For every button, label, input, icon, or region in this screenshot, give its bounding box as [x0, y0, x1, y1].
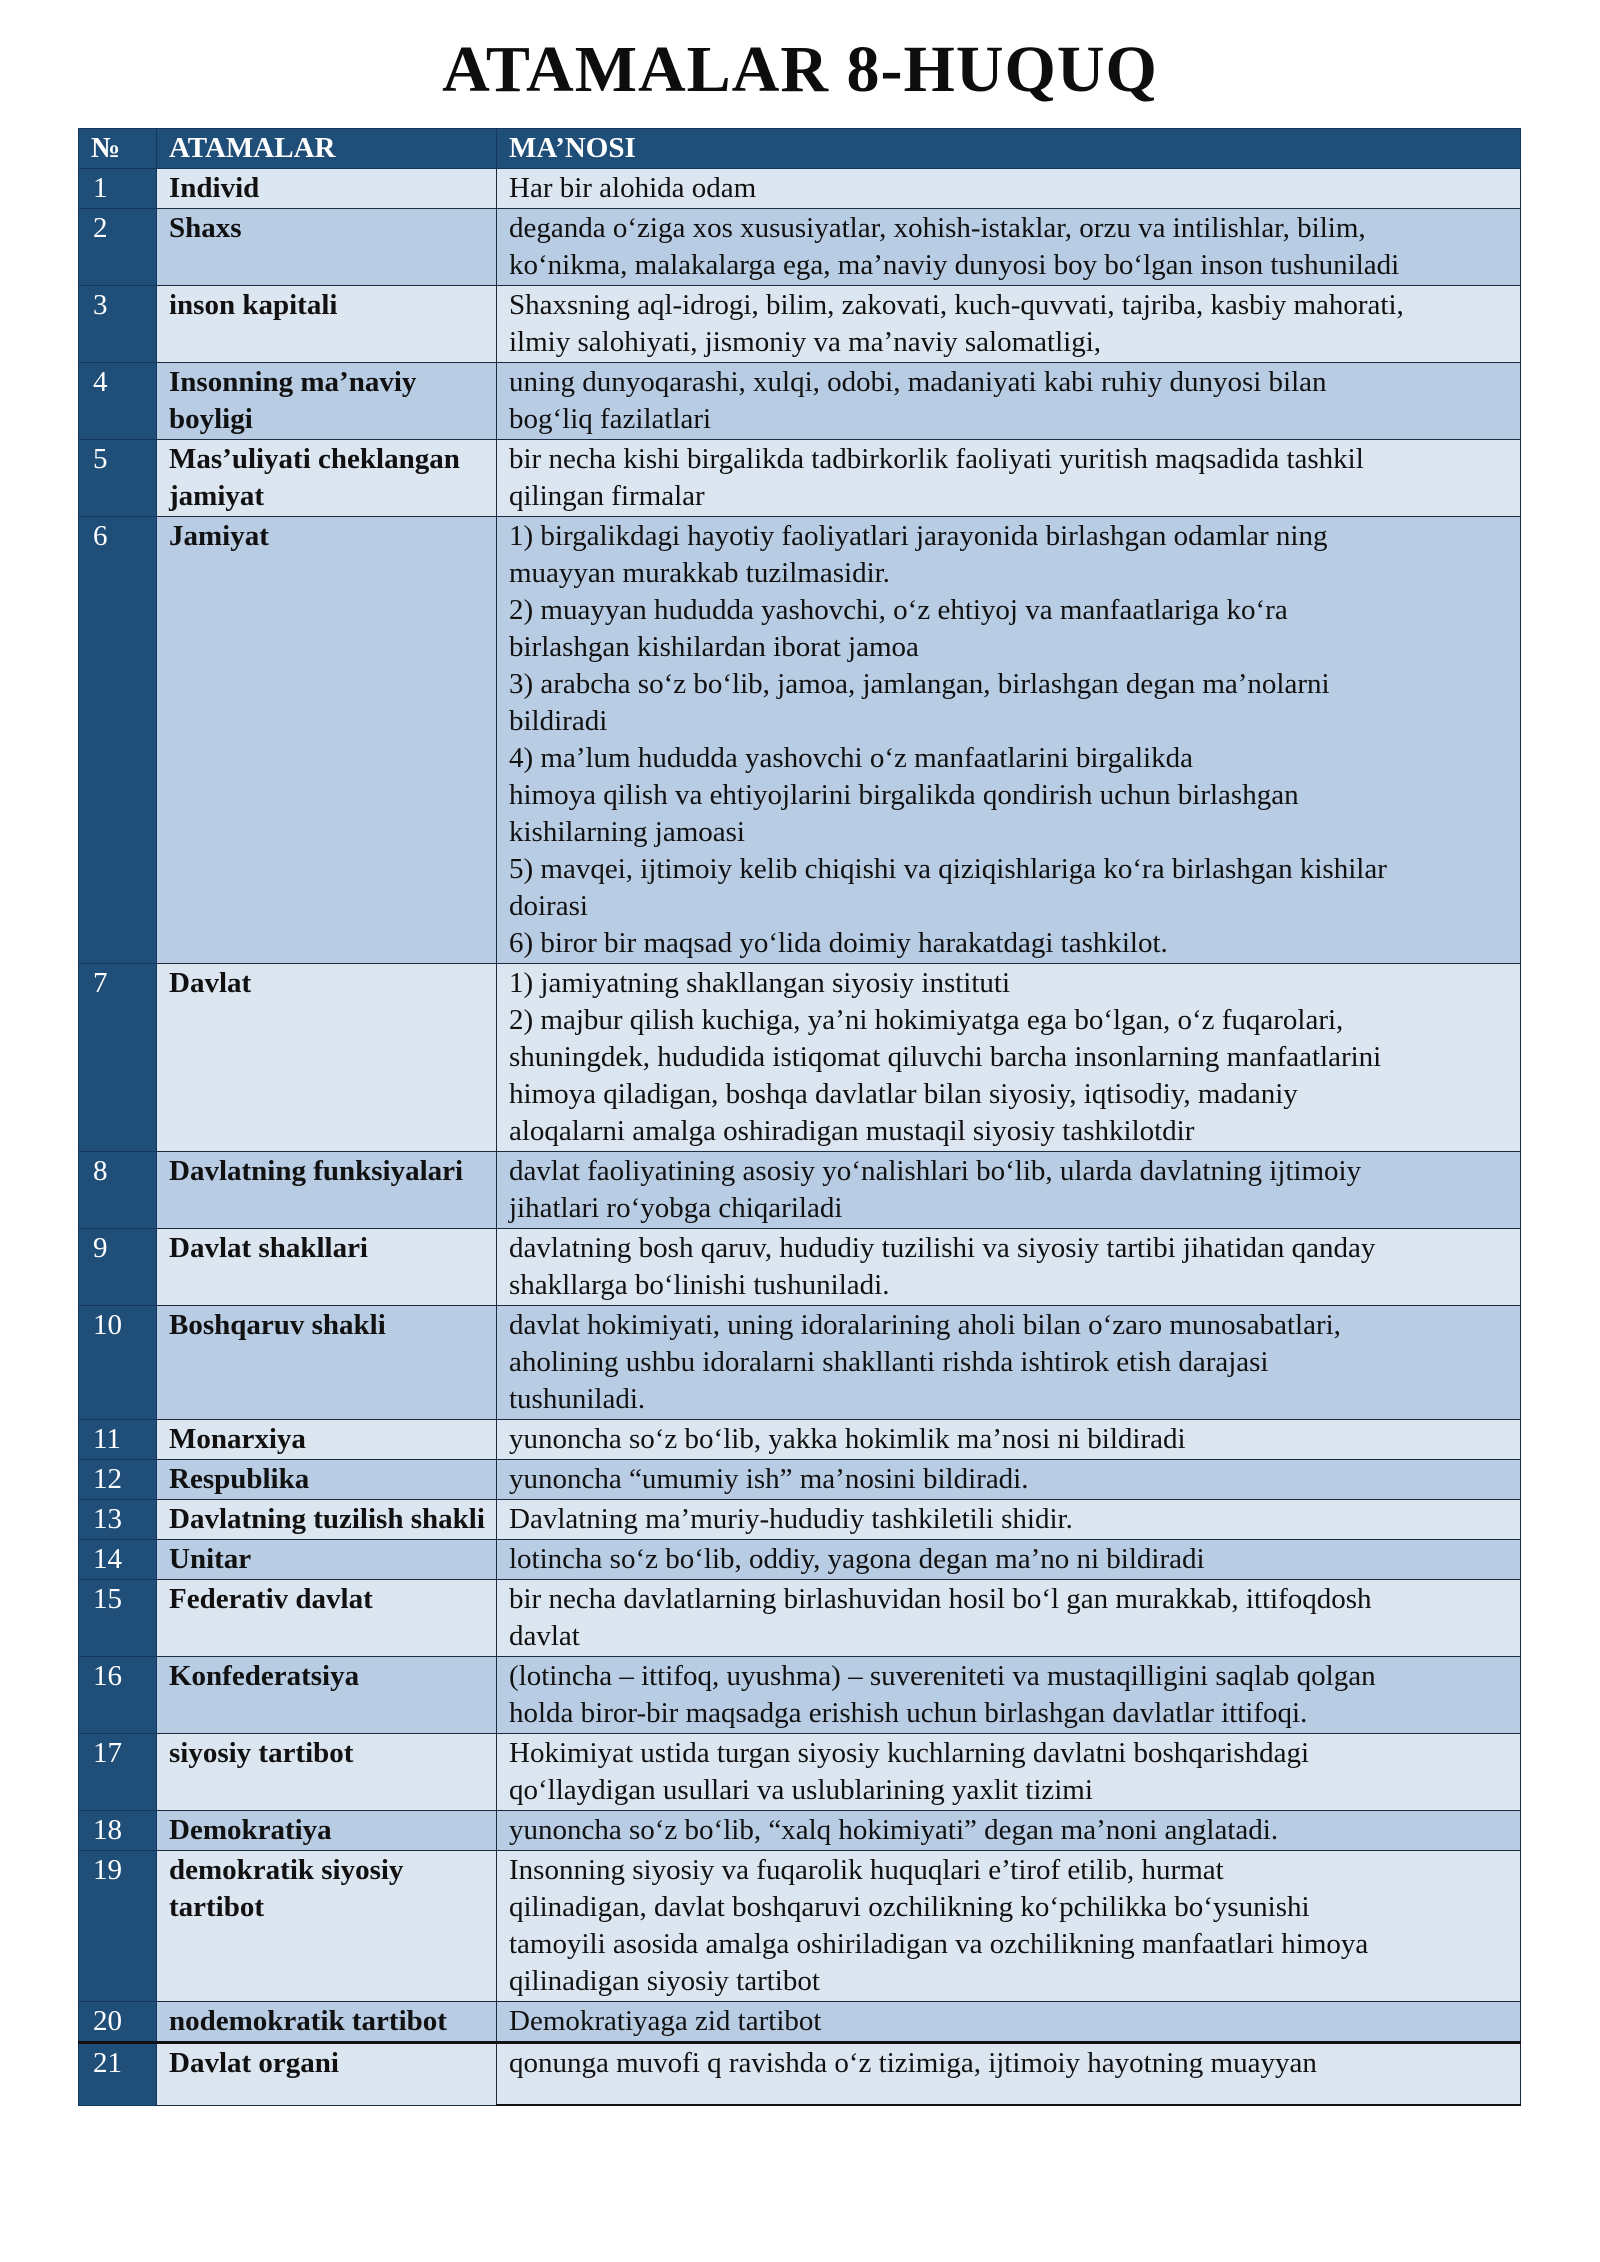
- table-row: [79, 1851, 1521, 2002]
- row-number: 19: [79, 1851, 157, 2002]
- row-number: 5: [79, 440, 157, 517]
- row-number: 15: [79, 1580, 157, 1657]
- meaning-cell: [497, 1851, 1521, 2002]
- term-cell: Respublika: [157, 1460, 497, 1500]
- meaning-line: 2) majbur qilish kuchiga, ya’ni hokimiyatga ega bo‘lgan, o‘z fuqarolari,: [509, 1004, 1344, 1036]
- meaning-line: doirasi: [509, 890, 588, 922]
- table-row: [79, 286, 1521, 363]
- meaning-line: davlat hokimiyati, uning idoralarining aholi bilan o‘zaro munosabatlari,: [509, 1309, 1341, 1341]
- term-cell: Insonning ma’naviy boyligi: [157, 363, 497, 440]
- meaning-line: muayyan murakkab tuzilmasidir.: [509, 557, 890, 589]
- term-cell: Davlat organi: [157, 2043, 497, 2106]
- row-number: 7: [79, 964, 157, 1152]
- meaning-line: davlat faoliyatining asosiy yo‘nalishlari bo‘lib, ularda davlatning ijtimoiy: [509, 1155, 1362, 1187]
- term-cell: Demokratiya: [157, 1811, 497, 1851]
- meaning-line: qilinadigan siyosiy tartibot: [509, 1965, 820, 1997]
- row-number: 11: [79, 1420, 157, 1460]
- meaning-cell: [497, 517, 1521, 964]
- row-number: 8: [79, 1152, 157, 1229]
- meaning-cell: [497, 1657, 1521, 1734]
- meaning-cell: [497, 1811, 1521, 1851]
- table-header-row: [79, 129, 1521, 169]
- table-row: [79, 1734, 1521, 1811]
- meaning-line: 4) ma’lum hududda yashovchi o‘z manfaatlarini birgalikda: [509, 742, 1193, 774]
- meaning-line: jihatlari ro‘yobga chiqariladi: [509, 1192, 843, 1224]
- meaning-line: Davlatning ma’muriy-hududiy tashkiletili shidir.: [509, 1503, 1073, 1535]
- term-cell: inson kapitali: [157, 286, 497, 363]
- meaning-line: shuningdek, hududida istiqomat qiluvchi barcha insonlarning manfaatlarini: [509, 1041, 1382, 1073]
- table-row: [79, 2002, 1521, 2043]
- meaning-line: bog‘liq fazilatlari: [509, 403, 712, 435]
- table-row: [79, 1460, 1521, 1500]
- term-cell: demokratik siyosiy tartibot: [157, 1851, 497, 2002]
- meaning-cell: [497, 1420, 1521, 1460]
- row-number: 12: [79, 1460, 157, 1500]
- meaning-line: bir necha davlatlarning birlashuvidan hosil bo‘l gan murakkab, ittifoqdosh: [509, 1583, 1372, 1615]
- meaning-cell: [497, 1229, 1521, 1306]
- meaning-cell: [497, 1734, 1521, 1811]
- term-cell: siyosiy tartibot: [157, 1734, 497, 1811]
- table-row: [79, 1580, 1521, 1657]
- row-number: 4: [79, 363, 157, 440]
- term-cell: Mas’uliyati cheklangan jamiyat: [157, 440, 497, 517]
- meaning-line: qo‘llaydigan usullari va uslublarining yaxlit tizimi: [509, 1774, 1093, 1806]
- meaning-line: yunoncha so‘z bo‘lib, yakka hokimlik ma’nosi ni bildiradi: [509, 1423, 1186, 1455]
- meaning-line: holda biror-bir maqsadga erishish uchun birlashgan davlatlar ittifoqi.: [509, 1697, 1308, 1729]
- meaning-line: yunoncha so‘z bo‘lib, “xalq hokimiyati” degan ma’noni anglatadi.: [509, 1814, 1279, 1846]
- row-number: 18: [79, 1811, 157, 1851]
- table-row: [79, 1152, 1521, 1229]
- row-number: 21: [79, 2043, 157, 2106]
- meaning-line: (lotincha – ittifoq, uyushma) – suvereniteti va mustaqilligini saqlab qolgan: [509, 1660, 1376, 1692]
- meaning-cell: [497, 169, 1521, 209]
- column-header-number: №: [79, 129, 157, 169]
- row-number: 16: [79, 1657, 157, 1734]
- row-number: 10: [79, 1306, 157, 1420]
- meaning-line: lotincha so‘z bo‘lib, oddiy, yagona degan ma’no ni bildiradi: [509, 1543, 1205, 1575]
- meaning-line: yunoncha “umumiy ish” ma’nosini bildiradi.: [509, 1463, 1029, 1495]
- meaning-cell: [497, 209, 1521, 286]
- term-cell: Jamiyat: [157, 517, 497, 964]
- meaning-cell: [497, 1152, 1521, 1229]
- meaning-line: ilmiy salohiyati, jismoniy va ma’naviy salomatligi,: [509, 326, 1102, 358]
- term-cell: nodemokratik tartibot: [157, 2002, 497, 2043]
- meaning-line: kishilarning jamoasi: [509, 816, 745, 848]
- term-cell: Davlatning tuzilish shakli: [157, 1500, 497, 1540]
- column-header-terms: ATAMALAR: [157, 129, 497, 169]
- meaning-cell: [497, 363, 1521, 440]
- meaning-line: 1) birgalikdagi hayotiy faoliyatlari jarayonida birlashgan odamlar ning: [509, 520, 1328, 552]
- meaning-line: Har bir alohida odam: [509, 172, 757, 204]
- row-number: 17: [79, 1734, 157, 1811]
- meaning-line: himoya qilish va ehtiyojlarini birgalikda qondirish uchun birlashgan: [509, 779, 1299, 811]
- table-row: [79, 517, 1521, 964]
- term-cell: Federativ davlat: [157, 1580, 497, 1657]
- meaning-line: bildiradi: [509, 705, 608, 737]
- meaning-line: uning dunyoqarashi, xulqi, odobi, madaniyati kabi ruhiy dunyosi bilan: [509, 366, 1327, 398]
- meaning-line: tamoyili asosida amalga oshiriladigan va ozchilikning manfaatlari himoya: [509, 1928, 1369, 1960]
- meaning-cell: [497, 1580, 1521, 1657]
- row-number: 20: [79, 2002, 157, 2043]
- meaning-line: 2) muayyan hududda yashovchi, o‘z ehtiyoj va manfaatlariga ko‘ra: [509, 594, 1288, 626]
- table-row: [79, 1811, 1521, 1851]
- term-cell: Davlat: [157, 964, 497, 1152]
- meaning-cell: [497, 1540, 1521, 1580]
- term-cell: Davlatning funksiyalari: [157, 1152, 497, 1229]
- row-number: 13: [79, 1500, 157, 1540]
- row-number: 2: [79, 209, 157, 286]
- table-row: [79, 1657, 1521, 1734]
- page-title: ATAMALAR 8-HUQUQ: [442, 33, 1158, 106]
- meaning-line: aholining ushbu idoralarni shakllanti rishda ishtirok etish darajasi: [509, 1346, 1269, 1378]
- meaning-cell: [497, 1500, 1521, 1540]
- meaning-cell: [497, 1460, 1521, 1500]
- meaning-line: deganda o‘ziga xos xususiyatlar, xohish-istaklar, orzu va intilishlar, bilim,: [509, 212, 1366, 244]
- row-number: 14: [79, 1540, 157, 1580]
- meaning-cell: [497, 964, 1521, 1152]
- meaning-line: qonunga muvofi q ravishda o‘z tizimiga, ijtimoiy hayotning muayyan: [509, 2047, 1317, 2079]
- meaning-line: davlatning bosh qaruv, hududiy tuzilishi va siyosiy tartibi jihatidan qanday: [509, 1232, 1376, 1264]
- meaning-cell: [497, 440, 1521, 517]
- term-cell: Konfederatsiya: [157, 1657, 497, 1734]
- table-row: [79, 169, 1521, 209]
- table-row: [79, 209, 1521, 286]
- meaning-line: birlashgan kishilardan iborat jamoa: [509, 631, 919, 663]
- table-row: [79, 1229, 1521, 1306]
- meaning-line: Hokimiyat ustida turgan siyosiy kuchlarning davlatni boshqarishdagi: [509, 1737, 1310, 1769]
- term-cell: Individ: [157, 169, 497, 209]
- meaning-line: qilingan firmalar: [509, 480, 705, 512]
- table-row: [79, 964, 1521, 1152]
- meaning-line: ko‘nikma, malakalarga ega, ma’naviy dunyosi boy bo‘lgan inson tushuniladi: [509, 249, 1400, 281]
- table-row: [79, 2043, 1521, 2106]
- meaning-line: shakllarga bo‘linishi tushuniladi.: [509, 1269, 890, 1301]
- meaning-line: 3) arabcha so‘z bo‘lib, jamoa, jamlangan, birlashgan degan ma’nolarni: [509, 668, 1330, 700]
- meaning-cell: [497, 286, 1521, 363]
- meaning-cell: [497, 2002, 1521, 2043]
- term-cell: Shaxs: [157, 209, 497, 286]
- meaning-line: qilinadigan, davlat boshqaruvi ozchilikning ko‘pchilikka bo‘ysunishi: [509, 1891, 1310, 1923]
- term-cell: Davlat shakllari: [157, 1229, 497, 1306]
- meaning-line: bir necha kishi birgalikda tadbirkorlik faoliyati yuritish maqsadida tashkil: [509, 443, 1364, 475]
- term-cell: Boshqaruv shakli: [157, 1306, 497, 1420]
- meaning-line: Demokratiyaga zid tartibot: [509, 2005, 822, 2037]
- meaning-line: Shaxsning aql-idrogi, bilim, zakovati, kuch-quvvati, tajriba, kasbiy mahorati,: [509, 289, 1404, 321]
- table-row: [79, 1420, 1521, 1460]
- terms-table: [78, 128, 1521, 2106]
- meaning-line: 1) jamiyatning shakllangan siyosiy instituti: [509, 967, 1011, 999]
- table-row: [79, 1540, 1521, 1580]
- meaning-line: davlat: [509, 1620, 580, 1652]
- row-number: 3: [79, 286, 157, 363]
- meaning-line: himoya qiladigan, boshqa davlatlar bilan siyosiy, iqtisodiy, madaniy: [509, 1078, 1298, 1110]
- meaning-line: aloqalarni amalga oshiradigan mustaqil siyosiy tashkilotdir: [509, 1115, 1195, 1147]
- table-row: [79, 1306, 1521, 1420]
- table-row: [79, 1500, 1521, 1540]
- row-number: 9: [79, 1229, 157, 1306]
- table-body: [79, 169, 1521, 2106]
- column-header-meaning: MA’NOSI: [497, 129, 1521, 169]
- table-row: [79, 363, 1521, 440]
- meaning-cell: [497, 1306, 1521, 1420]
- term-cell: Unitar: [157, 1540, 497, 1580]
- meaning-cell: [497, 2043, 1521, 2106]
- row-number: 1: [79, 169, 157, 209]
- meaning-line: 5) mavqei, ijtimoiy kelib chiqishi va qiziqishlariga ko‘ra birlashgan kishilar: [509, 853, 1387, 885]
- table-row: [79, 440, 1521, 517]
- meaning-line: tushuniladi.: [509, 1383, 646, 1415]
- row-number: 6: [79, 517, 157, 964]
- meaning-line: 6) biror bir maqsad yo‘lida doimiy harakatdagi tashkilot.: [509, 927, 1168, 959]
- term-cell: Monarxiya: [157, 1420, 497, 1460]
- meaning-line: Insonning siyosiy va fuqarolik huquqlari e’tirof etilib, hurmat: [509, 1854, 1224, 1886]
